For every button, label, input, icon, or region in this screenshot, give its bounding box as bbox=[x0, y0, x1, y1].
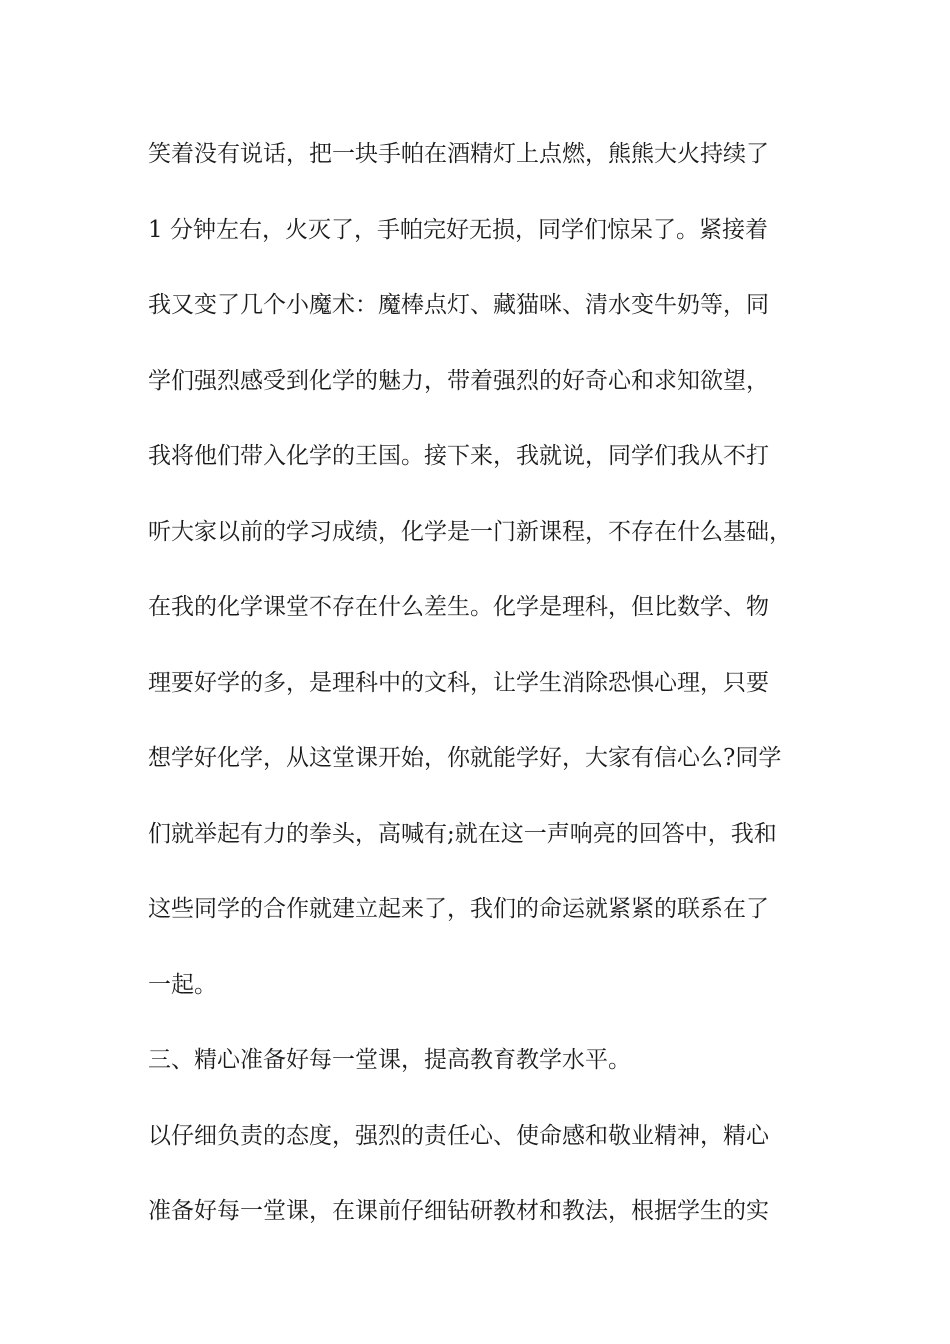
section-heading: 三、精心准备好每一堂课，提高教育教学水平。 bbox=[148, 1047, 631, 1073]
text-line: 我将他们带入化学的王国。接下来，我就说，同学们我从不打 bbox=[148, 443, 769, 469]
body-text bbox=[148, 132, 838, 1265]
text-line: 笑着没有说话，把一块手帕在酒精灯上点燃，熊熊大火持续了 bbox=[148, 141, 769, 167]
text-line: 准备好每一堂课，在课前仔细钻研教材和教法，根据学生的实 bbox=[148, 1198, 769, 1224]
text-line: 们就举起有力的拳头，高喊有;就在这一声响亮的回答中，我和 bbox=[148, 820, 777, 847]
text-line: 以仔细负责的态度，强烈的责任心、使命感和敬业精神，精心 bbox=[148, 1122, 769, 1149]
text-line: 我又变了几个小魔术：魔棒点灯、藏猫咪、清水变牛奶等，同 bbox=[148, 292, 769, 318]
text-line: 这些同学的合作就建立起来了，我们的命运就紧紧的联系在了 bbox=[148, 896, 769, 922]
text-line: 学们强烈感受到化学的魅力，带着强烈的好奇心和求知欲望， bbox=[148, 367, 769, 394]
text-line: 在我的化学课堂不存在什么差生。化学是理科，但比数学、物 bbox=[148, 594, 769, 620]
text-line: 理要好学的多，是理科中的文科，让学生消除恐惧心理，只要 bbox=[148, 669, 769, 696]
text-line: 1 分钟左右，火灭了，手帕完好无损，同学们惊呆了。紧接着 bbox=[148, 216, 768, 243]
text-line: 听大家以前的学习成绩，化学是一门新课程，不存在什么基础， bbox=[148, 518, 792, 545]
text-line: 一起。 bbox=[148, 971, 217, 998]
text-line: 想学好化学，从这堂课开始，你就能学好，大家有信心么?同学 bbox=[148, 745, 782, 771]
